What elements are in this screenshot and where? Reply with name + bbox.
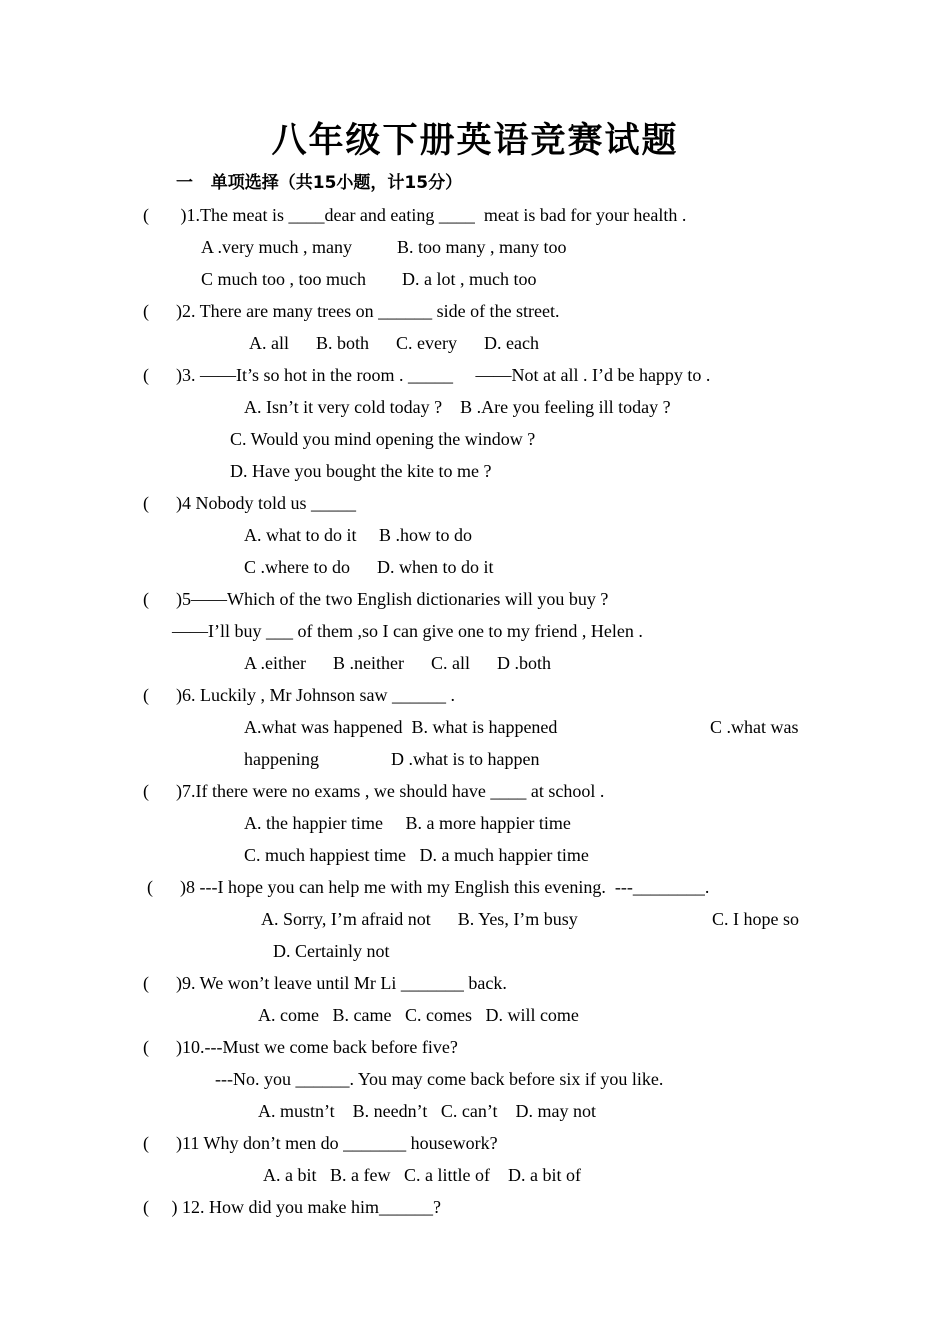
question-options: D. Certainly not bbox=[273, 941, 390, 961]
question-options: C .what was bbox=[710, 717, 799, 737]
question-options: A. the happier time B. a more happier time bbox=[244, 813, 571, 833]
question-options: A. come B. came C. comes D. will come bbox=[258, 1005, 579, 1025]
question-stem: ( ) 12. How did you make him______? bbox=[143, 1197, 441, 1217]
question-stem: ( )2. There are many trees on ______ side of the street. bbox=[143, 301, 560, 321]
question-dialogue: ——I’ll buy ___ of them ,so I can give one to my friend , Helen . bbox=[172, 621, 643, 641]
question-options: C. much happiest time D. a much happier time bbox=[244, 845, 589, 865]
question-options: A. mustn’t B. needn’t C. can’t D. may not bbox=[258, 1101, 596, 1121]
question-options: A .very much , many B. too many , many too bbox=[201, 237, 567, 257]
question-options: happening bbox=[244, 749, 319, 769]
question-stem: ( )9. We won’t leave until Mr Li _______ back. bbox=[143, 973, 507, 993]
question-options: D. Have you bought the kite to me ? bbox=[230, 461, 492, 481]
question-stem: ( )10.---Must we come back before five? bbox=[143, 1037, 458, 1057]
section-text: 单项选择（共15小题，计15分） bbox=[210, 173, 463, 193]
question-options: C. I hope so bbox=[712, 909, 799, 929]
question-options: A. Isn’t it very cold today ? B .Are you feeling ill today ? bbox=[244, 397, 671, 417]
question-stem: ( )5——Which of the two English dictionaries will you buy ? bbox=[143, 589, 609, 609]
question-options: A. what to do it B .how to do bbox=[244, 525, 472, 545]
question-options: C much too , too much D. a lot , much too bbox=[201, 269, 537, 289]
question-options: A.what was happened B. what is happened bbox=[244, 717, 558, 737]
question-options: A .either B .neither C. all D .both bbox=[244, 653, 551, 673]
question-stem: ( )8 ---I hope you can help me with my English this evening. ---________. bbox=[147, 877, 710, 897]
question-options: A. Sorry, I’m afraid not B. Yes, I’m busy bbox=[261, 909, 578, 929]
question-options: C. Would you mind opening the window ? bbox=[230, 429, 536, 449]
question-dialogue: ---No. you ______. You may come back before six if you like. bbox=[215, 1069, 664, 1089]
question-options: A. a bit B. a few C. a little of D. a bit of bbox=[263, 1165, 581, 1185]
question-options: A. all B. both C. every D. each bbox=[249, 333, 539, 353]
question-options: D .what is to happen bbox=[391, 749, 540, 769]
question-stem: ( )6. Luckily , Mr Johnson saw ______ . bbox=[143, 685, 455, 705]
section-number: 一 bbox=[176, 173, 193, 193]
question-stem: ( )7.If there were no exams , we should have ____ at school . bbox=[143, 781, 605, 801]
section-heading bbox=[176, 170, 462, 196]
page-title: 八年级下册英语竞赛试题 bbox=[271, 121, 679, 161]
question-stem: ( )11 Why don’t men do _______ housework? bbox=[143, 1133, 498, 1153]
question-stem: ( )1.The meat is ____dear and eating ____ meat is bad for your health . bbox=[143, 205, 687, 225]
question-stem: ( )3. ——It’s so hot in the room . _____ ——Not at all . I’d be happy to . bbox=[143, 365, 711, 385]
question-stem: ( )4 Nobody told us _____ bbox=[143, 493, 356, 513]
question-options: C .where to do D. when to do it bbox=[244, 557, 494, 577]
